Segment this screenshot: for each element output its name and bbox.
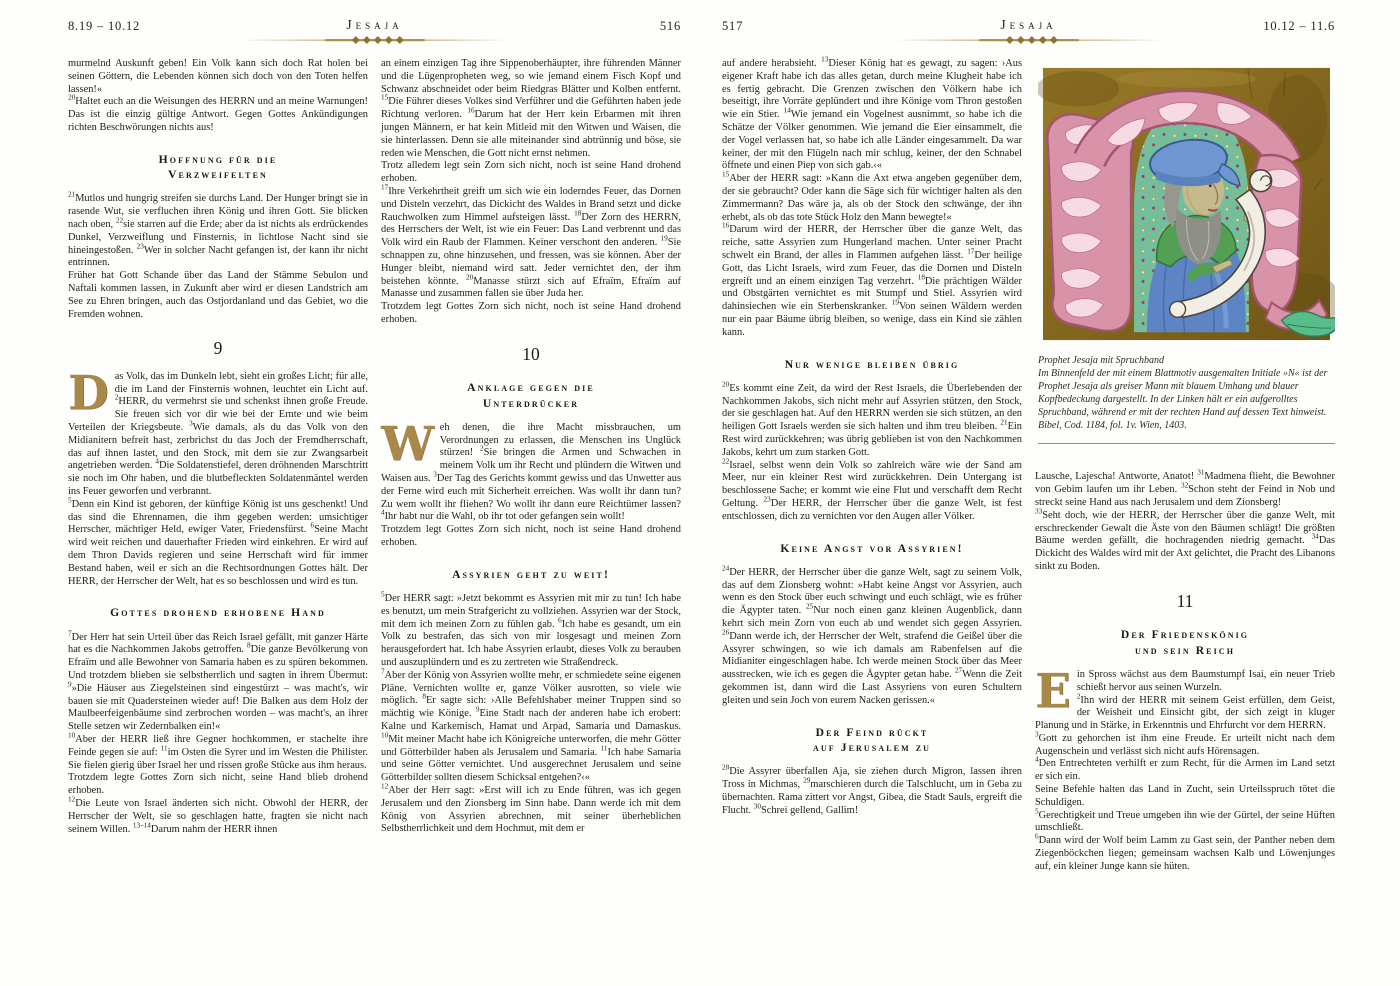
verse-number: 21: [68, 190, 76, 199]
verse-number: 3: [189, 419, 193, 428]
paragraph: $^{20}$Es kommt eine Zeit, da wird der Rest Israels, die Überlebenden der Nachkommen Jakobs, sich nicht mehr auf Assyrien stützen, den Stock, der sie geschlagen hat. Auf den HERRN werden sie sich stützen, an den heiligen Gott Israels werden sie sich halten und ihm treu bleiben. $^{21}$Ein Rest wird zurückkehren; was übrig geblieben ist von den Nachkommen Jakobs, kehrt um zum starken Gott.: [722, 380, 1022, 458]
paragraph: Trotzdem legte Gottes Zorn sich nicht, seine Hand blieb drohend erhoben.: [68, 772, 368, 797]
dropcap-initial: D: [68, 365, 109, 421]
paragraph: in Spross wächst aus dem Baumstumpf Isai, ein neuer Trieb schießt hervor aus seinen Wurzeln.: [1076, 668, 1335, 693]
paragraph: $^7$Der Herr hat sein Urteil über das Reich Israel gefällt, mit ganzer Härte hat es die Nachkommen Jakobs getroffen. $^8$Die ganze Bevölkerung von Efraïm und alle Bewohner von Samaria haben es zu spüren bekommen. Und trotzdem blieben sie selbstherrlich und sagten in ihrem Übermut: $^9$»Die Häuser aus Ziegelsteinen sind eingestürzt – was macht's, wir bauen sie mit Quadersteinen wieder auf! Die Balken aus dem Holz der Maulbeerfeigenbäume sind zerbrochen worden – was macht's, an ihrer Stelle setzen wir Zedernbalken ein!«: [68, 629, 369, 733]
verse-number: 19: [660, 234, 668, 243]
verse-number: 3: [1035, 730, 1039, 739]
verse-number: 14: [783, 106, 791, 115]
paragraph: $^5$Gerechtigkeit und Treue umgeben ihn wie der Gürtel, der seine Hüften umschließt.: [1035, 807, 1335, 834]
verse-number: 20: [68, 93, 76, 102]
decorative-rule-icon: [894, 36, 1164, 45]
verse-number: 26: [722, 628, 730, 637]
column-left-1: [68, 58, 368, 836]
column-left-2: [381, 58, 681, 836]
verse-number: 7: [381, 667, 385, 676]
verse-number: 20: [722, 380, 730, 389]
verse-number: 23: [136, 242, 144, 251]
chapter-number: 9: [213, 338, 223, 359]
verse-number: 4: [1035, 756, 1039, 765]
paragraph: Lausche, Lajescha! Antworte, Anatot! $^{31}$Madmena flieht, die Bewohner von Gebim laufen um ihr Leben. $^{32}$Schon steht der Feind in Nob und streckt seine Hand aus nach Jerusalem und dem Zionsberg!: [1035, 468, 1336, 509]
paragraph: $^{16}$Darum wird der HERR, der Herrscher über die ganze Welt, das reiche, satte Assyrien zum Hungerland machen. Unter seiner Pracht schwelt ein Brand, der alles in Flammen aufgehen lässt. $^{17}$Der heilige Gott, das Licht Israels, wird zum Feuer, das die Dornen und Disteln ergreift und an einem einzigen Tag verzehrt. $^{18}$Die prächtigen Wälder und Obstgärten vernichtet es mit Stumpf und Stiel. Assyrien wird dahinsiechen wie ein Sterbenskranker. $^{19}$Von seinen Wäldern werden nur ein paar Bäume übrig bleiben, so wenige, dass ein Kind sie zählen kann.: [722, 221, 1022, 338]
section-heading: Assyrien geht zu weit!: [452, 567, 610, 581]
section-heading: Der Friedenskönig und sein Reich: [1120, 628, 1250, 657]
verse-number: 17: [967, 247, 975, 256]
book-title: Jesaja: [1000, 17, 1057, 32]
verse-number: 17: [381, 183, 389, 192]
verse-number: 28: [722, 763, 730, 772]
verse-number: 2: [480, 444, 484, 453]
paragraph: eh denen, die ihre Macht missbrauchen, um Verordnungen zu erlassen, die Menschen ins Unglück stürzen! $^2$Sie bringen die Armen und Schwachen in meinem Volk um ihr Recht und plündern die Witwen und Waisen aus. $^3$Der Tag des Gerichts kommt gewiss und das Unwetter aus der Ferne wird euch mit Sicherheit erreichen. Was wollt ihr dann tun? Zu wem wollt ihr fliehen? Wo wollt ihr dann eure Reichtümer lassen? $^4$Ihr habt nur die Wahl, ob ihr tot oder gefangen sein wollt!: [381, 421, 682, 523]
verse-number: 8: [246, 642, 251, 651]
verse-number: 16: [722, 221, 730, 230]
verse-number: 5: [381, 590, 385, 599]
dropcap-initial: W: [381, 416, 434, 472]
section-heading: Hoffnung für die Verzweifelten: [158, 152, 278, 182]
verse-number: 13–14: [132, 821, 151, 830]
verse-number: 5: [1035, 807, 1039, 816]
paragraph: $^5$Der HERR sagt: »Jetzt bekommt es Assyrien mit mir zu tun! Ich habe es benutzt, um mein Strafgericht zu vollziehen. Assyrien war der Stock, mit dem ich meinen Zorn zu fühlen gab. $^6$Ich habe es gesandt, um ein Volk zu bestrafen, das sich von mir losgesagt und meinen Zorn herausgefordert hat. Ich habe Assyrien erlaubt, dieses Volk zu berauben und auszuplündern und es zu zertreten wie Straßendreck.: [381, 590, 681, 669]
verse-number: 4: [381, 508, 385, 517]
verse-number: 34: [1311, 532, 1319, 541]
verse-number: 10: [68, 731, 76, 740]
figure-caption: [1038, 355, 1335, 432]
paragraph: murmelnd Auskunft geben! Ein Volk kann sich doch Rat holen bei seinen Göttern, die Lebenden können sich doch von den Toten helfen lassen!«: [68, 58, 368, 95]
verse-range: 8.19 – 10.12: [68, 19, 141, 33]
column-right-2-text: [1035, 468, 1336, 873]
verse-number: 12: [68, 795, 76, 804]
paragraph: $^{28}$Die Assyrer überfallen Aja, sie ziehen durch Migron, lassen ihren Tross in Michmas, $^{29}$marschieren durch die Talschlucht, um in Geba zu übernachten. Rama zittert vor Angst, Gibea, die Stadt Sauls, ergreift die Flucht. $^{30}$Schrei gellend, Gallim!: [722, 763, 1022, 816]
chapter-number: 10: [522, 343, 540, 364]
paragraph: Seine Befehle halten das Land in Zucht, sein Urteilsspruch tötet die Schuldigen.: [1035, 784, 1335, 808]
verse-number: 31: [1197, 468, 1205, 477]
column-right-2: [1035, 58, 1335, 874]
verse-number: 22: [722, 457, 730, 466]
paragraph: $^{22}$Israel, selbst wenn dein Volk so zahlreich wäre wie der Sand am Meer, nur ein kleiner Rest wird zurückkehren. Dein Untergang ist beschlossene Sache; er kommt wie eine Flut und verschafft dem Recht Geltung. $^{23}$Der HERR, der Herrscher über die ganze Welt, ist fest entschlossen, dich zu vernichten vor den Augen aller Völker.: [722, 457, 1023, 522]
verse-number: 11: [160, 744, 168, 753]
decorative-rule-icon: [240, 36, 510, 45]
page-517: [700, 0, 1400, 986]
verse-number: 15: [722, 170, 730, 179]
verse-number: 24: [722, 564, 730, 573]
verse-number: 2: [114, 393, 119, 402]
verse-number: 33: [1035, 507, 1043, 516]
dropcap-initial: E: [1035, 663, 1071, 719]
verse-number: 15: [381, 93, 389, 102]
paragraph: $^{33}$Seht doch, wie der HERR, der Herrscher über die ganze Welt, mit erschreckender Gewalt die Äste von den Bäumen schlägt! Die größten Bäume werden gefällt, die hochragenden niedrig gemacht. $^{34}$Das Dickicht des Waldes wird mit der Axt gelichtet, die Pracht des Libanons sinkt zu Boden.: [1035, 507, 1335, 573]
verse-number: 20: [466, 273, 474, 282]
verse-number: 25: [806, 602, 814, 611]
section-heading: Nur wenige bleiben übrig: [784, 357, 960, 371]
verse-number: 2: [1076, 692, 1081, 701]
paragraph: an einem einzigen Tag ihre Sippenoberhäupter, ihre führenden Männer und die Lügenpropheten weg, so wie jemand einem Fisch Kopf und Schwanz abschneidet oder beim Riedgras Blätter und Kolben entfernt. $^{15}$Die Führer dieses Volkes sind Verführer und die Geführten haben jede Richtung verloren. $^{16}$Darum hat der Herr kein Erbarmen mit ihren jungen Männern, er hat kein Mitleid mit den Witwen und Waisen, die sie hinterlassen. Denn sie alle miteinander sind abtrünnig und böse, sie reden wie Menschen, die Gott nicht ernst nehmen.: [381, 58, 682, 159]
paragraph: Trotzdem legt Gottes Zorn sich nicht, noch ist seine Hand drohend erhoben.: [381, 524, 681, 548]
verse-number: 16: [467, 106, 475, 115]
page-number: 516: [659, 19, 681, 33]
verse-number: 22: [115, 216, 124, 225]
paragraph: $^{12}$Die Leute von Israel änderten sich nicht. Obwohl der HERR, der Herrscher der Welt, sie so geschlagen hatte, fragten sie nicht nach seinem Willen. $^{13-14}$Darum nahm der HERR ihnen: [68, 795, 368, 835]
illuminated-initial-figure: [1035, 61, 1335, 444]
chapter-number: 11: [1176, 590, 1194, 611]
verse-number: 27: [954, 666, 963, 675]
section-heading: Anklage gegen die Unterdrücker: [467, 381, 595, 410]
dropcap-paragraph: [381, 416, 682, 524]
paragraph: $^6$Dann wird der Wolf beim Lamm zu Gast sein, der Panther neben dem Ziegenböckchen liegen; gemeinsam wachsen Kalb und Löwenjunges auf, ein kleiner Junge kann sie hüten.: [1035, 832, 1335, 872]
dropcap-paragraph: [68, 365, 368, 499]
verse-number: 32: [1180, 481, 1189, 490]
paragraph: $^3$Gott zu gehorchen ist ihm eine Freude. Er urteilt nicht nach dem Augenschein und verlässt sich nicht aufs Hörensagen.: [1035, 730, 1335, 757]
paragraph: $^2$Ihn wird der HERR mit seinem Geist erfüllen, dem Geist, der Weisheit und Einsicht gibt, der sich zeigt in kluger Planung und in Stärke, in Erkenntnis und Ehrfurcht vor dem HERRN.: [1035, 692, 1335, 732]
section-heading: Der Feind rückt auf Jerusalem zu: [812, 725, 932, 754]
verse-number: 4: [155, 457, 159, 466]
paragraph: $^{17}$Ihre Verkehrtheit greift um sich wie ein loderndes Feuer, das Dornen und Disteln verzehrt, das Dickicht des Waldes in Brand setzt und dicke Rauchwolken zum Himmel aufsteigen lässt. $^{18}$Der Zorn des HERRN, des Herrschers der Welt, ist wie ein Feuer: Das Land verbrennt und das Volk wird ein Raub der Flammen. Keiner verschont den anderen. $^{19}$Sie schnappen zu, ohne hinzusehen, und fressen, was sie können. Aber der Hunger bleibt, niemand wird satt. Jeder vernichtet den, der ihm beistehen könnte. $^{20}$Manasse stürzt sich auf Efraïm, Efraïm auf Manasse und zusammen fallen sie über Juda her.: [381, 183, 681, 300]
paragraph: Trotzdem legt Gottes Zorn sich nicht, noch ist seine Hand drohend erhoben.: [381, 301, 681, 325]
paragraph: $^{24}$Der HERR, der Herrscher über die ganze Welt, sagt zu seinem Volk, das auf dem Zionsberg wohnt: »Habt keine Angst vor Assyrien, auch wenn es den Stock über euch schwingt und euch schlägt, wie es früher die Ägypter taten. $^{25}$Nur noch einen ganz kleinen Augenblick, dann kehrt sich mein Zorn von euch ab und wendet sich gegen Assyrien. $^{26}$Dann werde ich, der Herrscher der Welt, strafend die Geißel über die Assyrer schwingen, so wie ich damals am Rabenfelsen auf die Midianiter eingeschlagen habe. Ich werde meinen Stock über das Meer ausstrecken, wie ich es gegen die Ägypter getan habe. $^{27}$Wenn die Zeit gekommen ist, dann wird die Last Assyriens von euren Schultern gleiten und sein Joch von eurem Nacken gerissen.«: [722, 564, 1023, 706]
verse-number: 6: [310, 521, 315, 530]
paragraph: $^{12}$Aber der Herr sagt: »Erst will ich zu Ende führen, was ich gegen Jerusalem und den Zionsberg im Sinn habe. Dann werde ich mit dem König von Assyrien abrechnen, mit seiner überheblichen Selbstherrlichkeit und dem Hochmut, mit dem er: [381, 782, 681, 835]
paragraph: auf andere herabsieht. $^{13}$Dieser König hat es gewagt, zu sagen: ›Aus eigener Kraft habe ich das alles getan, durch meine Klugheit habe ich es fertig gebracht. Die Grenzen zwischen den Völkern habe ich beseitigt, ihre Vorräte geplündert und ihre Könige vom Thron gestoßen wie ein Stier. $^{14}$Wie jemand ein Vogelnest ausnimmt, so habe ich die Schätze der Völker genommen. Wie jemand die Eier einsammelt, die der Vogel verlassen hat, so habe ich alle Länder eingesammelt. Da war keiner, der mit den Flügeln nach mir schlug, keiner, der den Schnabel öffnete und einen Piep von sich gab.‹«: [722, 55, 1023, 172]
verse-number: 30: [753, 802, 761, 811]
verse-number: 19: [891, 298, 899, 307]
caption-title: Prophet Jesaja mit Spruchband: [1038, 355, 1165, 366]
verse-range: 10.12 – 11.6: [1263, 19, 1335, 33]
verse-number: 21: [1000, 418, 1008, 427]
paragraph: $^{21}$Mutlos und hungrig streifen sie durchs Land. Der Hunger bringt sie in rasende Wut, sie verfluchen ihren König und ihren Gott. Sie blicken nach oben, $^{22}$sie starren auf die Erde; aber da ist nichts als erdrückendes Dunkel, Verzweiflung und Finsternis, in lichtlose Nacht sind sie hineingestoßen. $^{23}$Wer in solcher Nacht gefangen ist, der kann ihr nicht entrinnen.: [68, 190, 368, 269]
paragraph: $^{20}$Haltet euch an die Weisungen des HERRN und an meine Warnungen! Das ist die einzig gültige Antwort. Gegen Gottes Ankündigungen richten Beschwörungen nichts aus!: [68, 93, 368, 133]
verse-number: 12: [381, 782, 389, 791]
verse-number: 3: [433, 470, 437, 479]
paragraph: $^{10}$Aber der HERR ließ ihre Gegner hochkommen, er stachelte ihre Feinde gegen sie auf: $^{11}$im Osten die Syrer und im Westen die Philister. Sie fielen gierig über Israel her und rissen große Stücke aus ihm heraus.: [68, 731, 368, 771]
verse-number: 18: [574, 209, 582, 218]
section-heading: Keine Angst vor Assyrien!: [780, 541, 964, 555]
verse-number: 10: [381, 731, 389, 740]
caption-body: Im Binnenfeld der mit einem Blattmotiv ausgemalten Initiale »N« ist der Prophet Jesaja als greiser Mann mit blauem Umhang und blauer Kopfbedeckung dargestellt. In der Linken hält er ein aufgerolltes Spruchband, während er mit der rechten Hand auf dessen Text hinweist. Bibel, Cod. 1184, fol. 1v. Wien, 1403.: [1038, 367, 1328, 431]
running-head-left: [68, 0, 681, 46]
page-number: 517: [722, 19, 744, 33]
verse-number: 9: [68, 680, 72, 689]
illuminated-initial-n-image: [1038, 61, 1335, 346]
verse-number: 5: [68, 496, 72, 505]
book-title: Jesaja: [346, 17, 403, 32]
verse-number: 9: [475, 705, 480, 714]
verse-number: 29: [803, 776, 811, 785]
verse-number: 11: [600, 744, 608, 753]
paragraph: $^5$Denn ein Kind ist geboren, der künftige König ist uns geschenkt! Und das sind die Ehrennamen, die ihm gegeben werden: umsichtiger Herrscher, mächtiger Held, ewiger Vater, Friedensfürst. $^6$Seine Macht wird weit reichen und dauerhafter Frieden wird einkehren. Er wird auf dem Thron Davids regieren und seine Herrschaft wird für immer Bestand haben, weil er sich an die Rechtsordnungen Gottes hält. Der HERR, der Herrscher der Welt, hat es so beschlossen und wird es tun.: [68, 496, 368, 587]
verse-number: 7: [68, 629, 72, 638]
paragraph: $^4$Den Entrechteten verhilft er zum Recht, für die Armen im Land setzt er sich ein.: [1035, 756, 1335, 783]
caption-divider: [1038, 443, 1335, 444]
column-right-1: [722, 55, 1023, 874]
paragraph: Trotz alledem legt sein Zorn sich nicht, noch ist seine Hand drohend erhoben.: [381, 160, 681, 185]
section-heading: Gottes drohend erhobene Hand: [110, 606, 326, 620]
verse-number: 6: [558, 616, 562, 625]
dropcap-paragraph: [1035, 663, 1335, 733]
running-head-right: [722, 0, 1335, 46]
verse-number: 8: [422, 693, 426, 701]
paragraph: $^7$Aber der König von Assyrien wollte mehr, er schmiedete seine eigenen Pläne. Vernichten wollte er, ganze Völker ausrotten, so viele wie möglich. $^8$Er sagte sich: ›Alle Befehlshaber meiner Truppen sind so mächtig wie Könige. $^9$Eine Stadt nach der anderen habe ich erobert: Kalne und Karkemisch, Hamat und Arpad, Samaria und Damaskus. $^{10}$Mit meiner Macht habe ich Königreiche unterworfen, die mehr Götter und Götterbilder haben als Jerusalem und Samaria. $^{11}$Ich habe Samaria und seine Götter vernichtet. Und ausgerechnet Jerusalem und seine Götterbilder sollten diesem Schicksal entgehen?‹«: [381, 667, 682, 784]
paragraph: Früher hat Gott Schande über das Land der Stämme Sebulon und Naftali kommen lassen, in Zukunft aber wird er diesen Landstrich am See zu Ehren bringen, auch das Ostjordanland und das Gebiet, wo die Fremden wohnen.: [68, 270, 368, 320]
verse-number: 18: [917, 273, 925, 282]
verse-number: 23: [763, 495, 771, 504]
verse-number: 13: [821, 55, 829, 64]
paragraph: $^{15}$Aber der HERR sagt: »Kann die Axt etwa angeben gegenüber dem, der sie gebraucht? Oder kann die Säge sich für wichtiger halten als den Zimmermann? Das wäre ja, als ob der Stock den schwänge, der ihn erhebt, als ob das tote Stück Holz den Mann bewegte!«: [722, 170, 1022, 223]
verse-number: 6: [1035, 832, 1039, 841]
paragraph: as Volk, das im Dunkeln lebt, sieht ein großes Licht; für alle, die im Land der Finsternis wohnen, leuchtet ein Licht auf. $^2$HERR, du vermehrst sie und schenkst ihnen große Freude. Sie freuen sich vor dir wie bei der Ernte und wie beim Verteilen der Kriegsbeute. $^3$Wie damals, als du das Volk von den Midianitern befreit hast, zerbrichst du das Joch der Fremdherrschaft, das auf ihnen lastet, und den Stock, mit dem sie zur Zwangsarbeit angetrieben werden. $^4$Die Soldatenstiefel, deren dröhnenden Marschtritt sie noch im Ohr haben, und die blutbefleckten Soldatenmäntel werden ins Feuer geworfen und verbrannt.: [68, 370, 368, 498]
